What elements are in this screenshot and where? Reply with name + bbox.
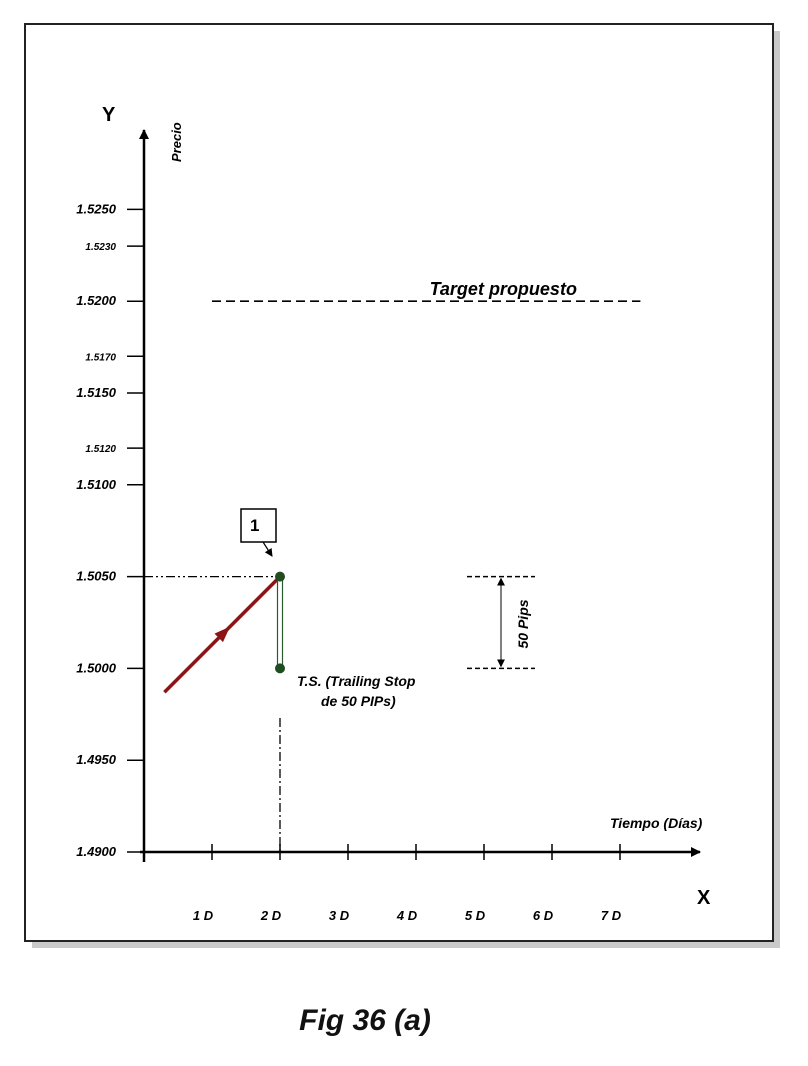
y-tick-label-0: 1.4900	[76, 844, 116, 859]
x-tick-label-6: 7 D	[600, 908, 622, 923]
y-tick-label-7: 1.5170	[85, 352, 116, 364]
y-tick-label-5: 1.5120	[85, 444, 116, 456]
y-tick-label-9: 1.5230	[85, 242, 116, 254]
y-tick-label-10: 1.5250	[76, 201, 116, 217]
stop-point	[275, 663, 285, 673]
y-axis-title: Precio	[169, 122, 184, 162]
y-tick-label-1: 1.4950	[76, 752, 116, 768]
y-tick-label-6: 1.5150	[76, 385, 116, 400]
target-label: Target propuesto	[429, 279, 577, 300]
y-tick-label-3: 1.5050	[76, 568, 116, 584]
y-ticks	[76, 201, 144, 859]
x-tick-label-3: 4 D	[396, 908, 418, 923]
y-tick-label-8: 1.5200	[76, 293, 116, 309]
x-tick-label-0: 1 D	[192, 908, 214, 923]
x-tick-label-4: 5 D	[464, 908, 486, 923]
x-tick-label-1: 2 D	[260, 908, 282, 923]
x-ticks	[193, 844, 622, 923]
stop-label-line2: de 50 PIPs)	[321, 693, 396, 709]
entry-point	[275, 572, 285, 582]
y-tick-label-4: 1.5100	[76, 476, 116, 492]
y-axis-letter: Y	[102, 104, 116, 126]
pips-label: 50 Pips	[515, 599, 531, 649]
figure-caption: Fig 36 (a)	[299, 1004, 431, 1037]
marker-label: 1	[250, 516, 260, 535]
x-tick-label-5: 6 D	[532, 908, 554, 923]
stop-label-line1: T.S. (Trailing Stop	[297, 673, 416, 689]
y-tick-label-2: 1.5000	[76, 660, 116, 676]
x-tick-label-2: 3 D	[328, 908, 350, 923]
x-axis-title: Tiempo (Días)	[610, 815, 703, 831]
marker-pointer	[263, 542, 272, 556]
x-axis-letter: X	[697, 887, 711, 909]
trailing-stop-bar	[278, 577, 283, 669]
